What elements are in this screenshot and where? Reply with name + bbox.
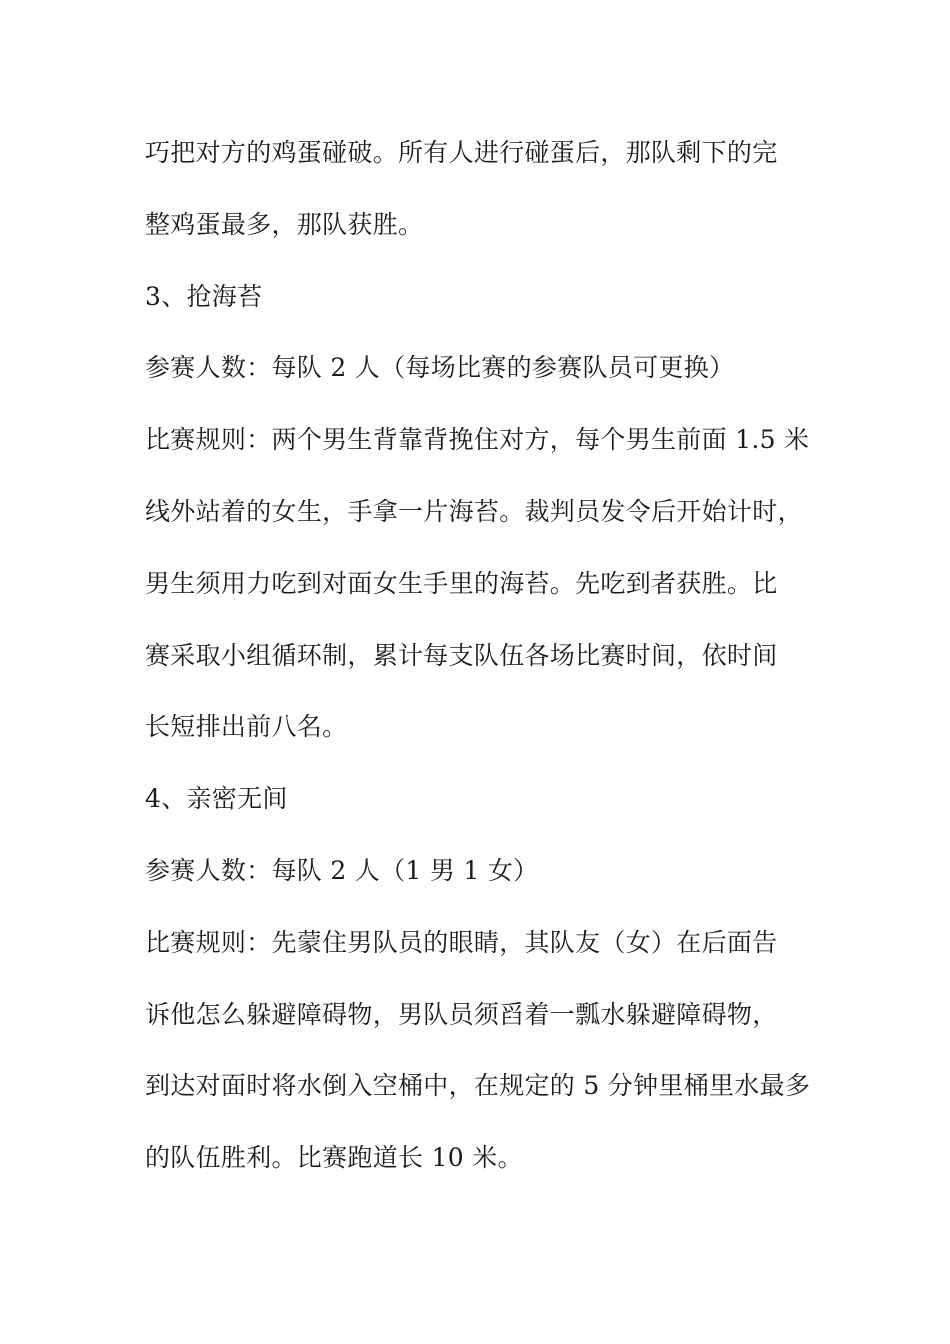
paragraph-line: 整鸡蛋最多，那队获胜。 xyxy=(145,210,424,239)
paragraph-line: 线外站着的女生，手拿一片海苔。裁判员发令后开始计时， xyxy=(145,497,803,526)
paragraph-line: 参赛人数：每队 2 人（每场比赛的参赛队员可更换） xyxy=(145,353,735,382)
section-heading: 4、亲密无间 xyxy=(145,784,288,813)
section-heading: 3、抢海苔 xyxy=(145,282,263,311)
paragraph-line: 到达对面时将水倒入空桶中，在规定的 5 分钟里桶里水最多 xyxy=(145,1071,811,1100)
paragraph-line: 巧把对方的鸡蛋碰破。所有人进行碰蛋后，那队剩下的完 xyxy=(145,138,778,167)
paragraph-line: 诉他怎么躲避障碍物，男队员须舀着一瓢水躲避障碍物， xyxy=(145,1000,778,1029)
paragraph-line: 参赛人数：每队 2 人（1 男 1 女） xyxy=(145,856,539,885)
paragraph-line: 赛采取小组循环制，累计每支队伍各场比赛时间，依时间 xyxy=(145,641,778,670)
paragraph-line: 的队伍胜利。比赛跑道长 10 米。 xyxy=(145,1143,523,1172)
paragraph-line: 长短排出前八名。 xyxy=(145,712,348,741)
paragraph-line: 比赛规则：两个男生背靠背挽住对方，每个男生前面 1.5 米 xyxy=(145,425,810,454)
paragraph-line: 男生须用力吃到对面女生手里的海苔。先吃到者获胜。比 xyxy=(145,569,778,598)
paragraph-line: 比赛规则：先蒙住男队员的眼睛，其队友（女）在后面告 xyxy=(145,928,778,957)
